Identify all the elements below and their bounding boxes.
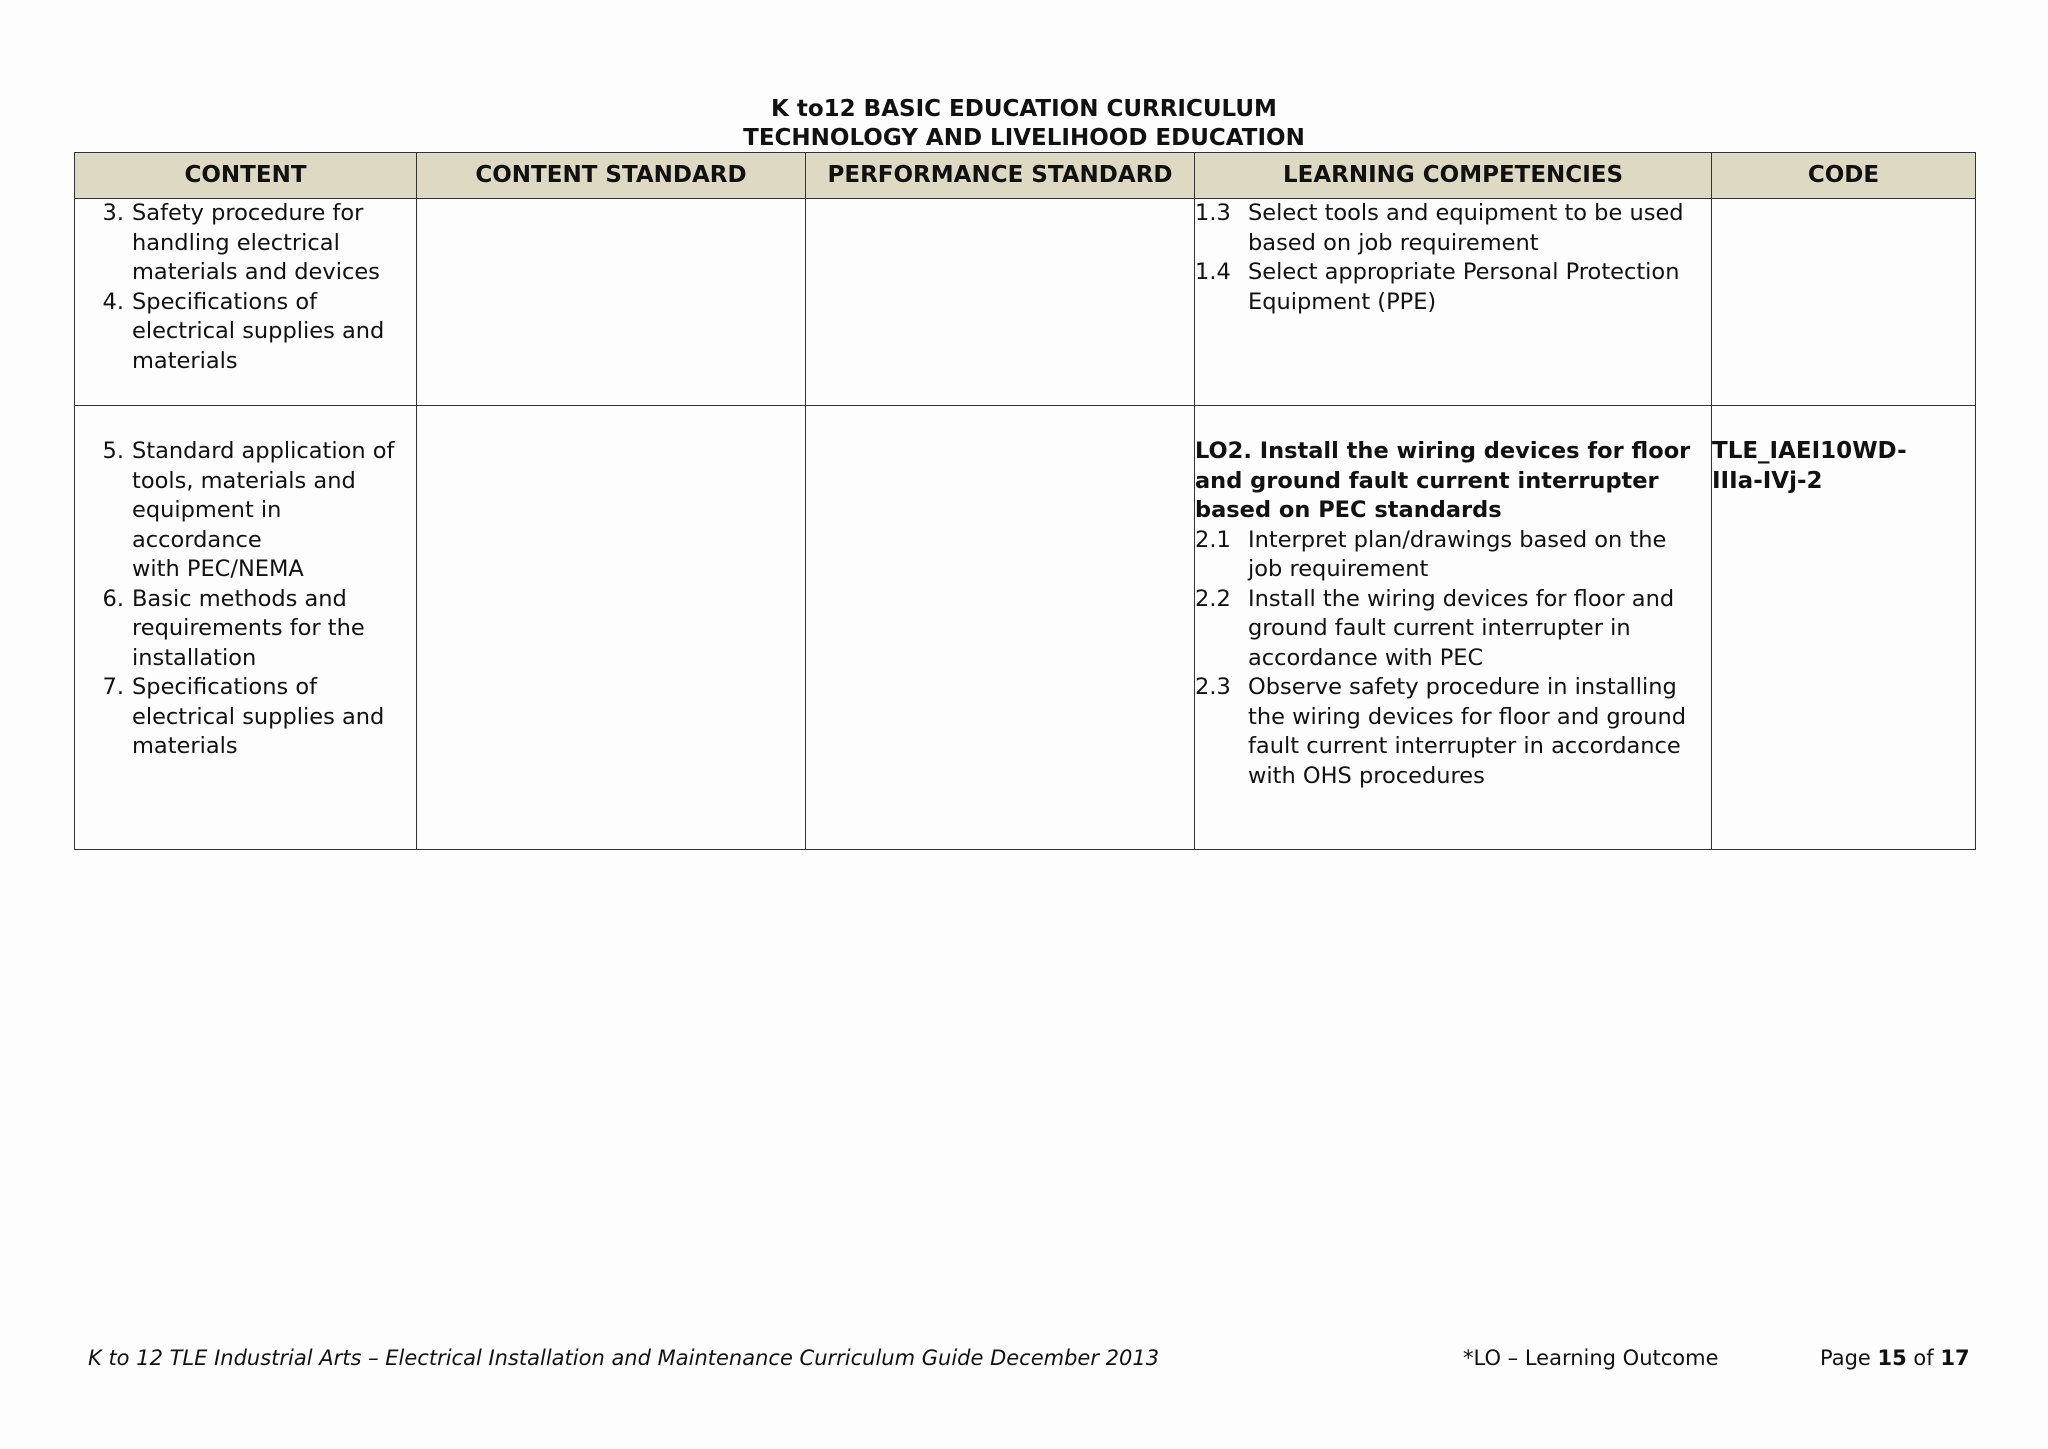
item-text-line: materials and devices [132, 259, 380, 285]
competency-text-line: Interpret plan/drawings based on the [1248, 526, 1667, 553]
item-text-line: Specifications of [132, 288, 318, 315]
competency-item [1195, 199, 1711, 258]
item-text-line: installation [132, 644, 257, 671]
learning-outcome-line: LO2. Install the wiring devices for floor [1195, 438, 1691, 464]
learning-outcome-heading [1195, 437, 1711, 526]
footer-legend: *LO – Learning Outcome [1463, 1346, 1719, 1370]
content-item [75, 437, 416, 585]
item-text-line: with PEC/NEMA [132, 556, 304, 582]
competency-number: 2.3 [1195, 674, 1231, 700]
competency-item [1195, 526, 1711, 585]
competency-number: 1.4 [1195, 259, 1231, 285]
item-text-line: requirements for the [132, 615, 365, 641]
content-item [75, 288, 416, 377]
code-cell [1712, 406, 1976, 850]
performance-standard-cell [806, 199, 1195, 406]
content-cell [75, 406, 417, 850]
learning-competencies-cell [1195, 199, 1712, 406]
column-header-content: CONTENT [75, 153, 417, 199]
learning-outcome-line: based on PEC standards [1195, 497, 1502, 523]
item-text-line: materials [132, 347, 238, 374]
code-line: TLE_IAEI10WD- [1712, 438, 1907, 464]
competency-text-line: fault current interrupter in accordance [1248, 733, 1681, 759]
competency-text-line: Install the wiring devices for floor and [1248, 585, 1675, 612]
item-text-line: Specifications of [132, 674, 318, 700]
footer-document-title: K to 12 TLE Industrial Arts – Electrical Installation and Maintenance Curriculum Guide December 2013 [88, 1346, 1160, 1370]
competency-number: 2.2 [1195, 585, 1231, 612]
column-header-content-standard: CONTENT STANDARD [417, 153, 806, 199]
competency-text-line: Observe safety procedure in installing [1248, 674, 1677, 700]
item-text-line: Basic methods and [132, 585, 347, 612]
document-title: K to12 BASIC EDUCATION CURRICULUM [771, 96, 1277, 122]
competency-text-line: based on job requirement [1248, 229, 1539, 256]
page-number [1820, 1344, 1970, 1372]
competency-text-line: the wiring devices for floor and ground [1248, 703, 1686, 730]
competency-text-line: Equipment (PPE) [1248, 288, 1437, 315]
learning-outcome-line: and ground fault current interrupter [1195, 467, 1659, 494]
content-item [75, 199, 416, 288]
performance-standard-cell [806, 406, 1195, 850]
item-text-line: Safety procedure for [132, 200, 364, 226]
column-header-learning-competencies: LEARNING COMPETENCIES [1195, 153, 1712, 199]
item-number: 4. [102, 288, 124, 315]
table-row [75, 199, 1976, 406]
table-header-row [75, 153, 1976, 199]
page-prefix: Page [1820, 1346, 1878, 1370]
competency-text-line: ground fault current interrupter in [1248, 615, 1631, 641]
content-item [75, 585, 416, 674]
item-text-line: electrical supplies and [132, 318, 385, 344]
competency-item [1195, 258, 1711, 317]
learning-competencies-cell [1195, 406, 1712, 850]
competency-item [1195, 585, 1711, 674]
content-item [75, 673, 416, 762]
competency-text-line: Select tools and equipment to be used [1248, 200, 1684, 226]
item-text-line: Standard application of [132, 438, 395, 464]
item-text-line: tools, materials and [132, 467, 356, 494]
item-number: 6. [102, 585, 124, 612]
item-number: 7. [102, 674, 124, 700]
column-header-performance-standard: PERFORMANCE STANDARD [806, 153, 1195, 199]
item-text-line: equipment in accordance [132, 497, 282, 553]
item-text-line: handling electrical [132, 229, 340, 256]
content-standard-cell [417, 406, 806, 850]
item-number: 5. [102, 438, 124, 464]
item-text-line: electrical supplies and [132, 703, 385, 730]
column-header-code: CODE [1712, 153, 1976, 199]
curriculum-table [74, 152, 1976, 850]
competency-text-line: with OHS procedures [1248, 762, 1485, 789]
competency-text-line: job requirement [1248, 556, 1429, 582]
table-row [75, 406, 1976, 850]
code-line: IIIa-IVj-2 [1712, 467, 1823, 494]
competency-text-line: accordance with PEC [1248, 644, 1484, 671]
page-of: of [1906, 1346, 1941, 1370]
page-current: 15 [1877, 1346, 1907, 1370]
content-standard-cell [417, 199, 806, 406]
item-number: 3. [102, 200, 124, 226]
competency-number: 1.3 [1195, 200, 1231, 226]
page-total: 17 [1940, 1346, 1970, 1370]
content-cell [75, 199, 417, 406]
document-subtitle: TECHNOLOGY AND LIVELIHOOD EDUCATION [743, 125, 1305, 151]
competency-number: 2.1 [1195, 526, 1231, 553]
competency-text-line: Select appropriate Personal Protection [1248, 259, 1680, 285]
item-text-line: materials [132, 733, 238, 759]
competency-item [1195, 673, 1711, 791]
code-cell [1712, 199, 1976, 406]
